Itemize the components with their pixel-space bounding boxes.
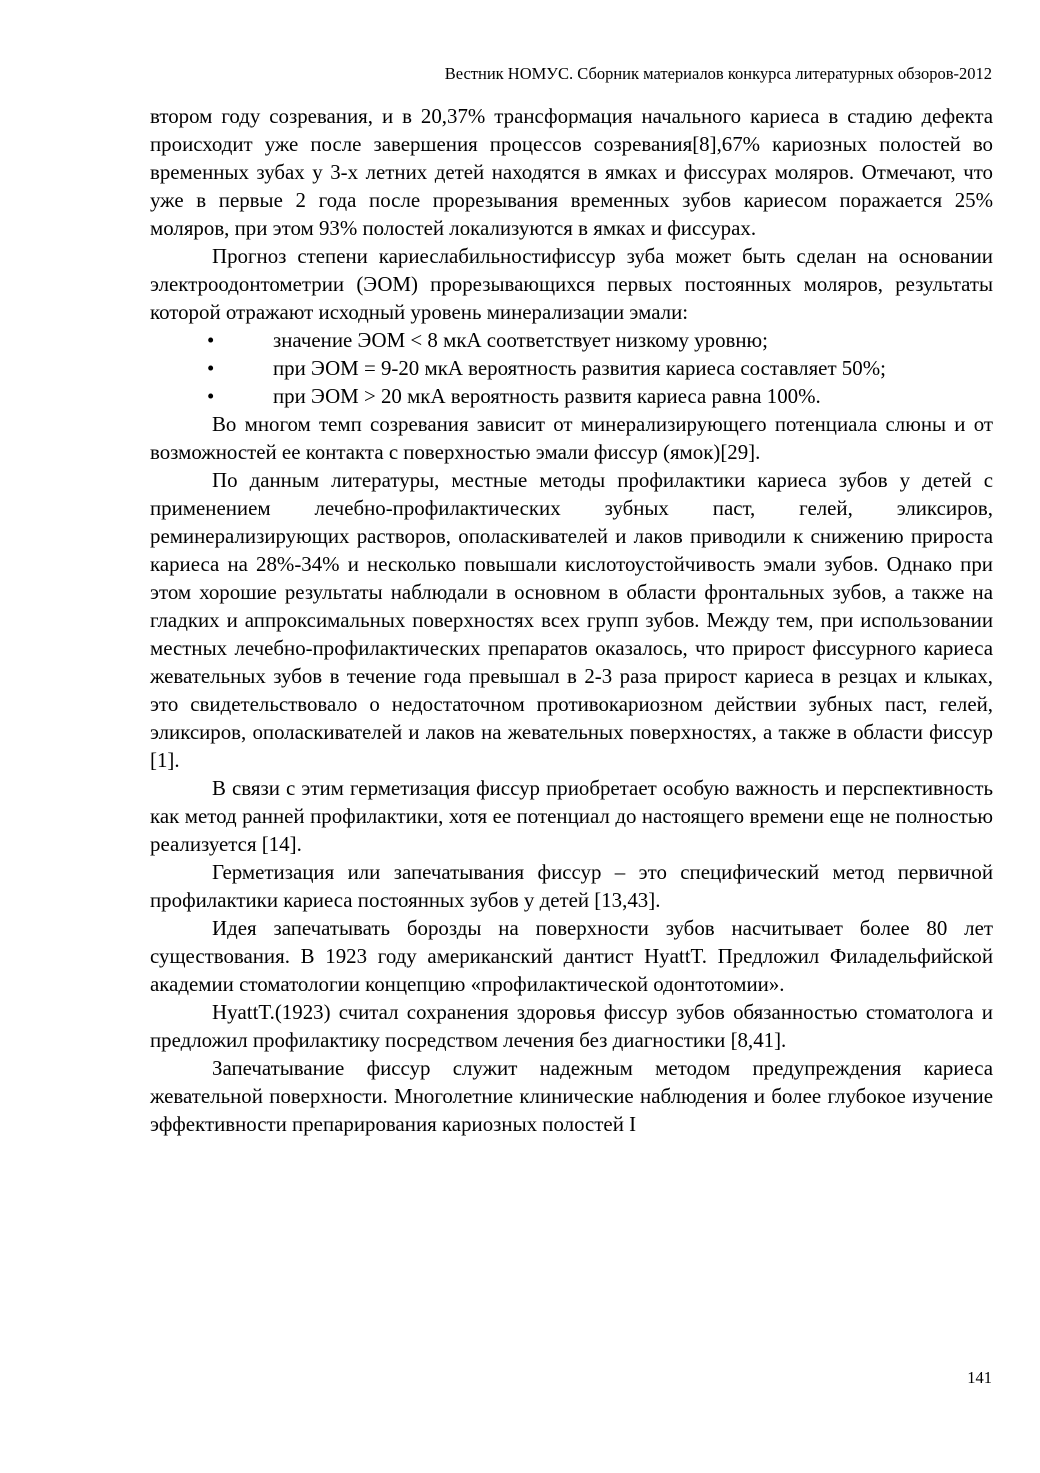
list-item	[150, 354, 993, 382]
bullet-icon: •	[207, 328, 215, 352]
paragraph-7: Идея запечатывать борозды на поверхности зубов насчитывает более 80 лет существования. В 1923 году американский дантист HyattT. Предложил Филадельфийской академии стоматологии концепцию «профилактической одонтотомии».	[150, 916, 993, 996]
list-item-text: значение ЭОМ < 8 мкА соответствует низкому уровню;	[273, 328, 768, 352]
running-header: Вестник НОМУС. Сборник материалов конкурса литературных обзоров-2012	[444, 64, 992, 83]
list-item-text: при ЭОМ > 20 мкА вероятность развитя кариеса равна 100%.	[273, 384, 821, 408]
paragraph-1: втором году созревания, и в 20,37% трансформация начального кариеса в стадию дефекта происходит уже после завершения процессов созревания[8],67% кариозных полостей во временных зубах у 3-х летних детей находятся в ямках и фиссурах моляров. Отмечают, что уже в первые 2 года после прорезывания временных зубов кариесом поражается 25% моляров, при этом 93% полостей локализуются в ямках и фиссурах.	[150, 104, 993, 240]
paragraph-2: Прогноз степени кариеслабильностифиссур зуба может быть сделан на основании электроодонтометрии (ЭОМ) прорезывающихся первых постоянных моляров, результаты которой отражают исходный уровень минерализации эмали:	[150, 244, 993, 324]
paragraph-8: HyattT.(1923) считал сохранения здоровья фиссур зубов обязанностью стоматолога и предложил профилактику посредством лечения без диагностики [8,41].	[150, 1000, 993, 1052]
paragraph-5: В связи с этим герметизация фиссур приобретает особую важность и перспективность как метод ранней профилактики, хотя ее потенциал до настоящего времени еще не полностью реализуется [14].	[150, 776, 993, 856]
paragraph-3: Во многом темп созревания зависит от минерализирующего потенциала слюны и от возможностей ее контакта с поверхностью эмали фиссур (ямок)[29].	[150, 412, 993, 464]
paragraph-4: По данным литературы, местные методы профилактики кариеса зубов у детей с применением лечебно-профилактических зубных паст, гелей, эликсиров, реминерализирующих растворов, ополаскивателей и лаков приводили к снижению прироста кариеса на 28%-34% и несколько повышали кислотоустойчивость эмали зубов. Однако при этом хорошие результаты наблюдали в основном в области фронтальных зубов, а также на гладких и аппроксимальных поверхностях всех групп зубов. Между тем, при использовании местных лечебно-профилактических препаратов оказалось, что прирост фиссурного кариеса жевательных зубов в течение года превышал в 2-3 раза прирост кариеса в резцах и клыках, это свидетельствовало о недостаточном противокариозном действии зубных паст, гелей, эликсиров, ополаскивателей и лаков на жевательных поверхностях, а также в области фиссур [1].	[150, 468, 993, 772]
list-item	[150, 382, 993, 410]
paragraph-9: Запечатывание фиссур служит надежным методом предупреждения кариеса жевательной поверхности. Многолетние клинические наблюдения и более глубокое изучение эффективности препарирования кариозных полостей I	[150, 1056, 993, 1136]
list-item-text: при ЭОМ = 9-20 мкА вероятность развития кариеса составляет 50%;	[273, 356, 886, 380]
bullet-icon: •	[207, 384, 215, 408]
bullet-icon: •	[207, 356, 215, 380]
body-text	[150, 102, 993, 1138]
bullet-list	[150, 326, 993, 410]
paragraph-6: Герметизация или запечатывания фиссур – это специфический метод первичной профилактики кариеса постоянных зубов у детей [13,43].	[150, 860, 993, 912]
list-item	[150, 326, 993, 354]
page-number: 141	[967, 1368, 992, 1387]
